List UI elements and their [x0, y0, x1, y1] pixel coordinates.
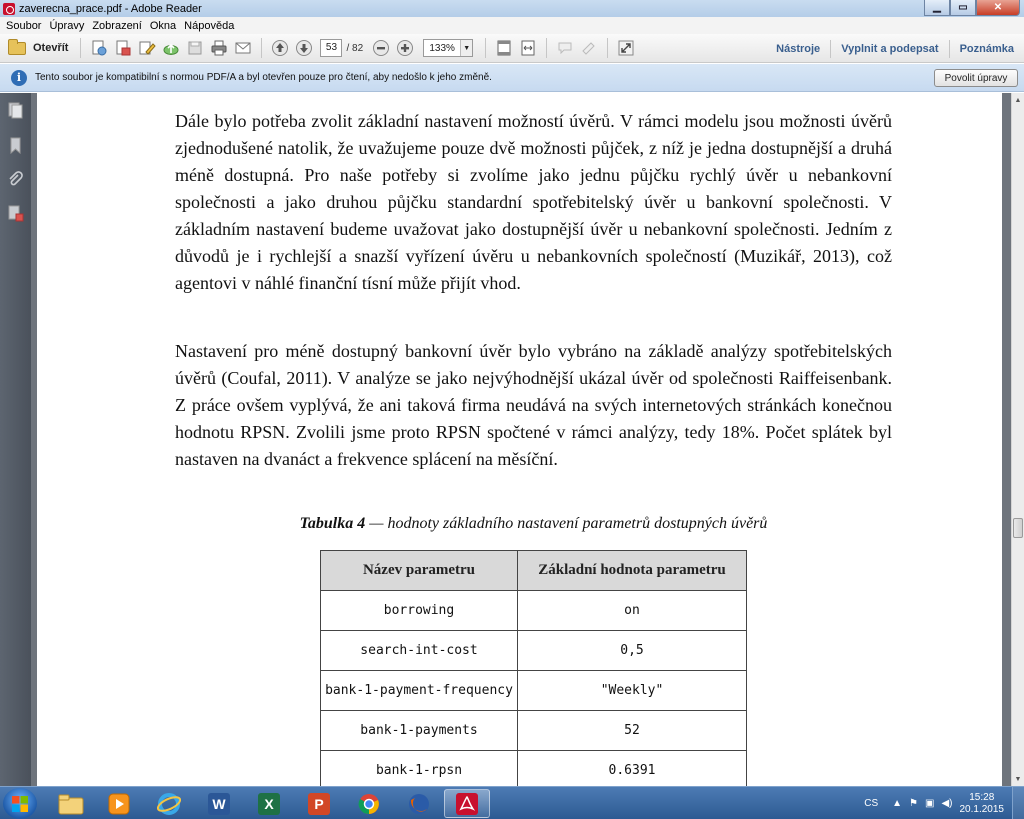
- adobe-reader-icon: [3, 3, 15, 15]
- open-button[interactable]: [8, 42, 68, 55]
- excel-letter: X: [264, 795, 274, 812]
- table-cell: bank-1-payments: [321, 711, 518, 751]
- next-page-button[interactable]: [294, 38, 314, 58]
- export-pdf-icon: [114, 39, 132, 57]
- toolbar-separator: [607, 38, 608, 58]
- taskbar-excel[interactable]: [246, 789, 292, 818]
- window-controls: [924, 0, 1020, 16]
- highlight-button: [579, 38, 599, 58]
- clock-time: 15:28: [969, 791, 995, 803]
- fit-width-icon: [519, 39, 537, 57]
- table-caption-text: — hodnoty základního nastavení parametrů dostupných úvěrů: [365, 515, 768, 532]
- pdf-page: [37, 93, 1002, 786]
- export-pdf-button[interactable]: [113, 38, 133, 58]
- column-header-parameter: Název parametru: [321, 551, 518, 591]
- taskbar-firefox[interactable]: [396, 789, 442, 818]
- zoom-select[interactable]: [423, 39, 473, 57]
- create-pdf-button[interactable]: [89, 38, 109, 58]
- speech-bubble-icon: [556, 39, 574, 57]
- comment-button: [555, 38, 575, 58]
- scroll-down-icon[interactable]: ▼: [1014, 775, 1022, 783]
- previous-page-button[interactable]: [270, 38, 290, 58]
- table-cell: bank-1-payment-frequency: [321, 671, 518, 711]
- powerpoint-letter: P: [314, 795, 324, 812]
- action-center-flag-icon[interactable]: ⚑: [909, 798, 919, 809]
- info-message: Tento soubor je kompatibilní s normou PDF/A a byl otevřen pouze pro čtení, aby nedošlo k jeho změně.: [35, 72, 492, 83]
- table-cell: on: [518, 591, 747, 631]
- fit-page-icon: [495, 39, 513, 57]
- parameter-table: [320, 550, 747, 786]
- windows-logo-icon: [11, 795, 29, 813]
- save-icon: [186, 39, 204, 57]
- maximize-button[interactable]: ▭: [950, 0, 976, 16]
- signature-icon[interactable]: [7, 205, 24, 222]
- cloud-upload-icon: [162, 39, 180, 57]
- column-header-default: Základní hodnota parametru: [518, 551, 747, 591]
- table-cell: "Weekly": [518, 671, 747, 711]
- toolbar-separator: [485, 38, 486, 58]
- toolbar: [0, 34, 1024, 63]
- volume-icon[interactable]: ◀): [941, 798, 953, 809]
- fullscreen-button[interactable]: [616, 38, 636, 58]
- word-letter: W: [212, 795, 226, 812]
- save-button[interactable]: [185, 38, 205, 58]
- network-icon[interactable]: ▣: [925, 798, 935, 809]
- table-cell: bank-1-rpsn: [321, 751, 518, 787]
- scrollbar-thumb[interactable]: [1013, 518, 1023, 538]
- printer-icon: [210, 39, 228, 57]
- close-button[interactable]: ✕: [976, 0, 1020, 16]
- taskbar-word[interactable]: [196, 789, 242, 818]
- arrow-up-icon: [271, 39, 289, 57]
- zoom-out-button[interactable]: [371, 38, 391, 58]
- minimize-button[interactable]: ▁: [924, 0, 950, 16]
- edit-button[interactable]: [137, 38, 157, 58]
- table-row: [321, 671, 747, 711]
- upload-cloud-button[interactable]: [161, 38, 181, 58]
- chrome-icon: [357, 792, 381, 816]
- arrow-down-icon: [295, 39, 313, 57]
- envelope-icon: [234, 39, 252, 57]
- menu-zobrazeni[interactable]: Zobrazení: [92, 19, 142, 32]
- clock-date: 20.1.2015: [959, 803, 1004, 815]
- menu-bar: [0, 17, 1024, 34]
- taskbar-internet-explorer[interactable]: [146, 789, 192, 818]
- paragraph-1: Dále bylo potřeba zvolit základní nastavení možností úvěrů. V rámci modelu jsou možnosti úvěrů zjednodušené natolik, že uvažujeme pouze dvě možnosti půjček, z níž je jedna dostupnější a druhá méně dostupná. Pro naše potřeby si zvolíme jako jednu půjčku rychlý úvěr u nebankovní společnosti a jako druhou půjčku standardní spotřebitelský úvěr u bankovní společnosti. V základním nastavení budeme uvažovat jako dostupnější úvěr u nebankovní společnosti. Jedním z důvodů je i rychlejší a snazší vyřízení úvěru u nebankovních společností (Muzikář, 2013), což agentovi v náhlé finanční tísní může přijít vhod.: [175, 111, 892, 293]
- table-header-row: [321, 551, 747, 591]
- toolbar-separator: [261, 38, 262, 58]
- table-cell: 0.6391: [518, 751, 747, 787]
- page-total: / 82: [346, 42, 364, 54]
- menu-soubor[interactable]: Soubor: [6, 19, 42, 32]
- folder-icon: [58, 793, 84, 815]
- scroll-up-icon[interactable]: ▲: [1014, 96, 1022, 104]
- start-button[interactable]: [3, 788, 37, 819]
- taskbar: [0, 786, 1024, 819]
- table-caption-label: Tabulka 4: [299, 515, 366, 532]
- zoom-value: 133%: [429, 42, 455, 54]
- taskbar-explorer[interactable]: [48, 789, 94, 818]
- powerpoint-icon: [307, 792, 331, 816]
- table-cell: 0,5: [518, 631, 747, 671]
- title-bar: [0, 0, 1024, 17]
- pencil-page-icon: [138, 39, 156, 57]
- chevron-down-icon: ▼: [460, 40, 472, 56]
- email-button[interactable]: [233, 38, 253, 58]
- adobe-reader-icon: [455, 792, 479, 816]
- enable-editing-button[interactable]: Povolit úpravy: [934, 69, 1018, 87]
- clock[interactable]: [960, 792, 1005, 816]
- media-player-icon: [108, 793, 130, 815]
- create-pdf-icon: [90, 39, 108, 57]
- tools-tab[interactable]: Nástroje: [776, 42, 821, 55]
- open-label: Otevřít: [33, 42, 69, 54]
- excel-icon: [257, 792, 281, 816]
- document-viewport[interactable]: [31, 93, 1011, 786]
- system-tray: [864, 787, 1024, 819]
- taskbar-chrome[interactable]: [346, 789, 392, 818]
- table-cell: borrowing: [321, 591, 518, 631]
- bookmark-icon[interactable]: [7, 137, 24, 154]
- page-thumbnails-icon[interactable]: [7, 102, 24, 119]
- print-button[interactable]: [209, 38, 229, 58]
- highlighter-icon: [580, 39, 598, 57]
- toolbar-separator: [80, 38, 81, 58]
- taskbar-adobe-reader[interactable]: [444, 789, 490, 818]
- fill-sign-tab[interactable]: Vyplnit a podepsat: [830, 40, 948, 58]
- zoom-in-icon: [396, 39, 414, 57]
- zoom-out-icon: [372, 39, 390, 57]
- menu-okna[interactable]: Okna: [149, 19, 177, 32]
- table-row: [321, 711, 747, 751]
- word-icon: [207, 792, 231, 816]
- table-caption: [175, 515, 892, 533]
- table-row: [321, 591, 747, 631]
- expand-icon: [617, 39, 635, 57]
- show-desktop-button[interactable]: [1012, 787, 1024, 819]
- comment-tab[interactable]: Poznámka: [949, 40, 1024, 58]
- zoom-in-button[interactable]: [395, 38, 415, 58]
- menu-napoveda[interactable]: Nápověda: [184, 19, 235, 32]
- toolbar-separator: [546, 38, 547, 58]
- internet-explorer-icon: [157, 792, 181, 816]
- paragraph-2: Nastavení pro méně dostupný bankovní úvěr bylo vybráno na základě analýzy spotřebitelských úvěrů (Coufal, 2011). V analýze se jako nejvýhodnější ukázal úvěr od společnosti Raiffeisenbank. Z práce ovšem vyplývá, že ani taková firma neudává na svých internetových stránkách konečnou hodnotu RPSN. Zvolili jsme proto RPSN spočtené v rámci analýzy, tedy 18%. Počet splátek byl nastaven na dvanáct a frekvence splácení na měsíční.: [175, 341, 892, 469]
- firefox-icon: [407, 792, 431, 816]
- fit-width-button[interactable]: [518, 38, 538, 58]
- fit-page-button[interactable]: [494, 38, 514, 58]
- menu-upravy[interactable]: Úpravy: [49, 19, 85, 32]
- table-cell: 52: [518, 711, 747, 751]
- info-icon: i: [11, 70, 27, 86]
- toolbar-right-tabs: [766, 34, 1024, 63]
- window-title: zaverecna_prace.pdf - Adobe Reader: [19, 2, 202, 15]
- show-hidden-icons-icon[interactable]: ▲: [892, 798, 903, 809]
- table-row: [321, 751, 747, 787]
- navigation-panel: [0, 93, 31, 786]
- info-bar: [0, 64, 1024, 92]
- table-row: [321, 631, 747, 671]
- taskbar-powerpoint[interactable]: [296, 789, 342, 818]
- language-indicator[interactable]: CS: [864, 798, 879, 809]
- table-cell: search-int-cost: [321, 631, 518, 671]
- taskbar-media-player[interactable]: [96, 789, 142, 818]
- vertical-scrollbar[interactable]: [1011, 93, 1024, 786]
- page-number-input[interactable]: 53: [320, 39, 342, 57]
- folder-icon: [8, 42, 26, 55]
- attachment-icon[interactable]: [7, 171, 24, 188]
